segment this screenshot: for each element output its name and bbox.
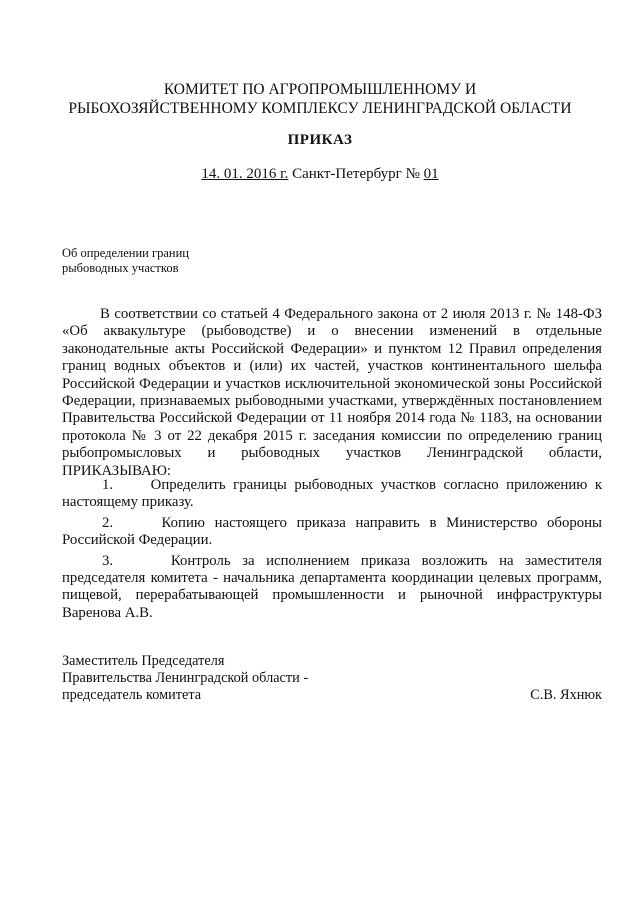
document-date: 14. 01. 2016 г. (201, 166, 289, 182)
document-title: ПРИКАЗ (287, 132, 353, 148)
order-item-2 (62, 515, 602, 550)
signatory-name: С.В. Яхнюк (530, 687, 602, 703)
order-items (62, 477, 602, 625)
order-item-text: Контроль за исполнением приказа возложить на заместителя председателя комитета - начальника департамента координации целевых программ, пищевой, перерабатывающей промышленности и рыночной инфраструктуры Варенова А.В. (62, 552, 602, 621)
order-item-number: 2. (102, 514, 114, 531)
order-item-text: Определить границы рыбоводных участков согласно приложению к настоящему приказу. (62, 477, 603, 511)
header-line-2: РЫБОХОЗЯЙСТВЕННОМУ КОМПЛЕКСУ ЛЕНИНГРАДСКОЙ ОБЛАСТИ (68, 100, 572, 117)
document-city: Санкт-Петербург № (292, 166, 420, 182)
preamble (62, 306, 602, 480)
order-item-3 (62, 553, 602, 623)
order-item-text: Копию настоящего приказа направить в Министерство обороны Российской Федерации. (62, 514, 602, 549)
signatory-row (62, 687, 602, 704)
signatory-title-3: председатель комитета (62, 687, 202, 703)
subject-line-2: рыбоводных участков (62, 261, 179, 275)
order-item-1 (62, 477, 602, 512)
signature-block (62, 653, 602, 704)
order-item-number: 3. (102, 552, 114, 569)
subject-block (62, 246, 262, 276)
header-line-1: КОМИТЕТ ПО АГРОПРОМЫШЛЕННОМУ И (163, 81, 477, 98)
date-line (0, 166, 640, 183)
subject-line-1: Об определении границ (62, 246, 189, 260)
order-item-number: 1. (102, 477, 114, 493)
signatory-title-1: Заместитель Председателя (62, 653, 225, 669)
signatory-title-2: Правительства Ленинградской области - (62, 670, 309, 686)
preamble-paragraph: В соответствии со статьей 4 Федерального закона от 2 июля 2013 г. № 148-ФЗ «Об аквакультуре (рыбоводстве) и о внесении изменений в отдельные законодательные акты Российской Федерации» и пунктом 12 Правил определения границ водных объектов и (или) их частей, участков континентального шельфа Российской Федерации и участков исключительной экономической зоны Российской Федерации, признаваемых рыбоводными участками, утверждённых постановлением Правительства Российской Федерации от 11 ноября 2014 года № 1183, на основании протокола № 3 от 22 декабря 2015 г. заседания комиссии по определению границ рыбопромысловых и рыбоводных участков Ленинградской области, ПРИКАЗЫВАЮ: (62, 306, 602, 479)
document-number: 01 (423, 166, 439, 182)
committee-header (0, 80, 640, 118)
